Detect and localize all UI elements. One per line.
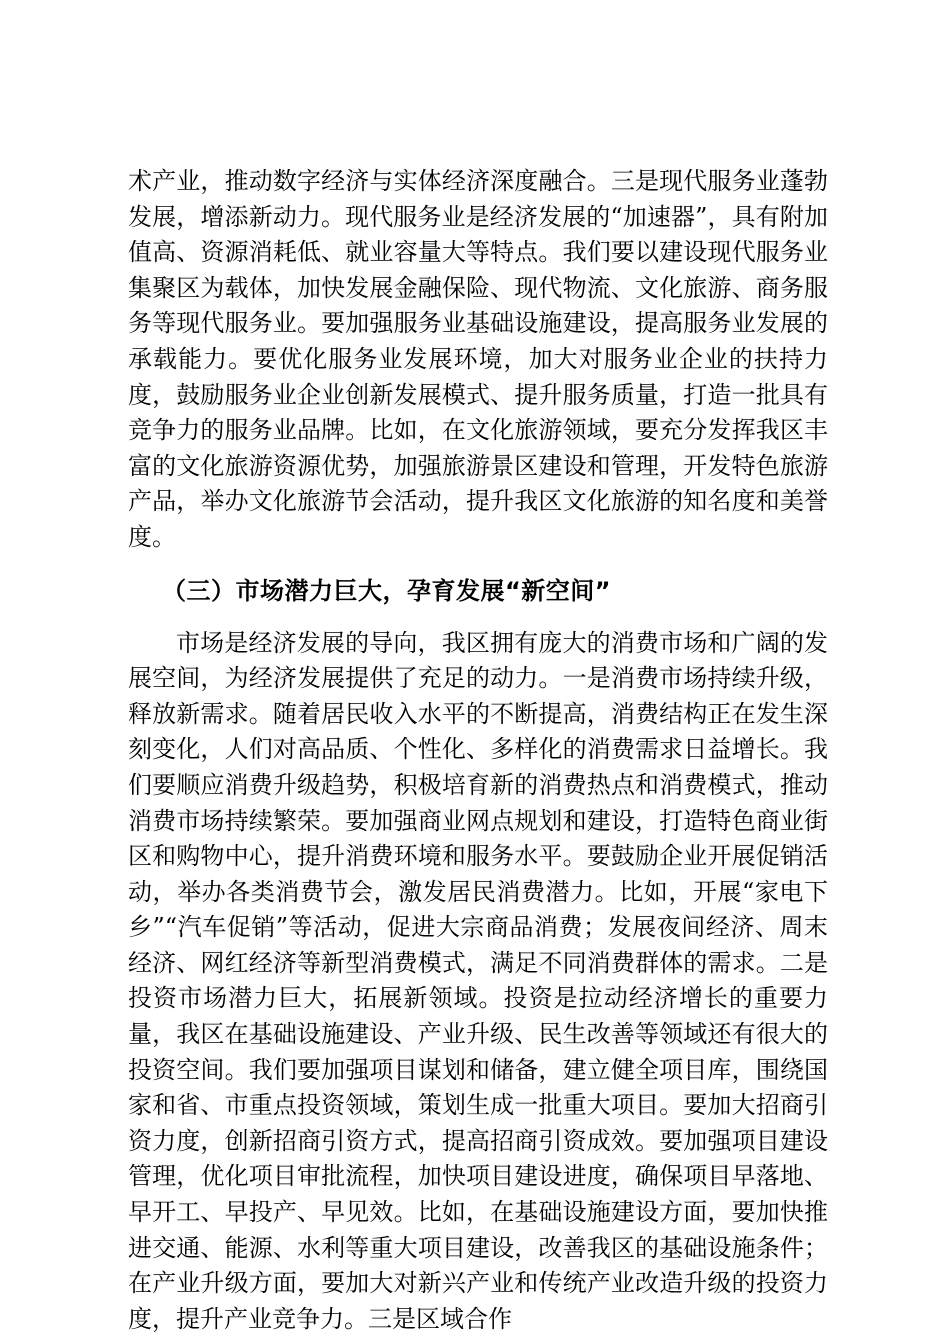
body-paragraph-2: 市场是经济发展的导向，我区拥有庞大的消费市场和广阔的发展空间，为经济发展提供了充足的动力。一是消费市场持续升级，释放新需求。随着居民收入水平的不断提高，消费结构正在发生深刻变化，人们对高品质、个性化、多样化的消费需求日益增长。我们要顺应消费升级趋势，积极培育新的消费热点和消费模式，推动消费市场持续繁荣。要加强商业网点规划和建设，打造特色商业街区和购物中心，提升消费环境和服务水平。要鼓励企业开展促销活动，举办各类消费节会，激发居民消费潜力。比如，开展“家电下乡”“汽车促销”等活动，促进大宗商品消费；发展夜间经济、周末经济、网红经济等新型消费模式，满足不同消费群体的需求。二是投资市场潜力巨大，拓展新领域。投资是拉动经济增长的重要力量，我区在基础设施建设、产业升级、民生改善等领域还有很大的投资空间。我们要加强项目谋划和储备，建立健全项目库，围绕国家和省、市重点投资领域，策划生成一批重大项目。要加大招商引资力度，创新招商引资方式，提高招商引资成效。要加强项目建设管理，优化项目审批流程，加快项目建设进度，确保项目早落地、早开工、早投产、早见效。比如，在基础设施建设方面，要加快推进交通、能源、水利等重大项目建设，改善我区的基础设施条件；在产业升级方面，要加大对新兴产业和传统产业改造升级的投资力度，提升产业竞争力。三是区域合作 [128, 628, 828, 1333]
section-heading-3: （三）市场潜力巨大，孕育发展“新空间” [162, 576, 612, 605]
document-body [128, 164, 828, 1337]
body-paragraph-1: 术产业，推动数字经济与实体经济深度融合。三是现代服务业蓬勃发展，增添新动力。现代服务业是经济发展的“加速器”，具有附加值高、资源消耗低、就业容量大等特点。我们要以建设现代服务业集聚区为载体，加快发展金融保险、现代物流、文化旅游、商务服务等现代服务业。要加强服务业基础设施建设，提高服务业发展的承载能力。要优化服务业发展环境，加大对服务业企业的扶持力度，鼓励服务业企业创新发展模式、提升服务质量，打造一批具有竞争力的服务业品牌。比如，在文化旅游领域，要充分发挥我区丰富的文化旅游资源优势，加强旅游景区建设和管理，开发特色旅游产品，举办文化旅游节会活动，提升我区文化旅游的知名度和美誉度。 [128, 167, 828, 551]
